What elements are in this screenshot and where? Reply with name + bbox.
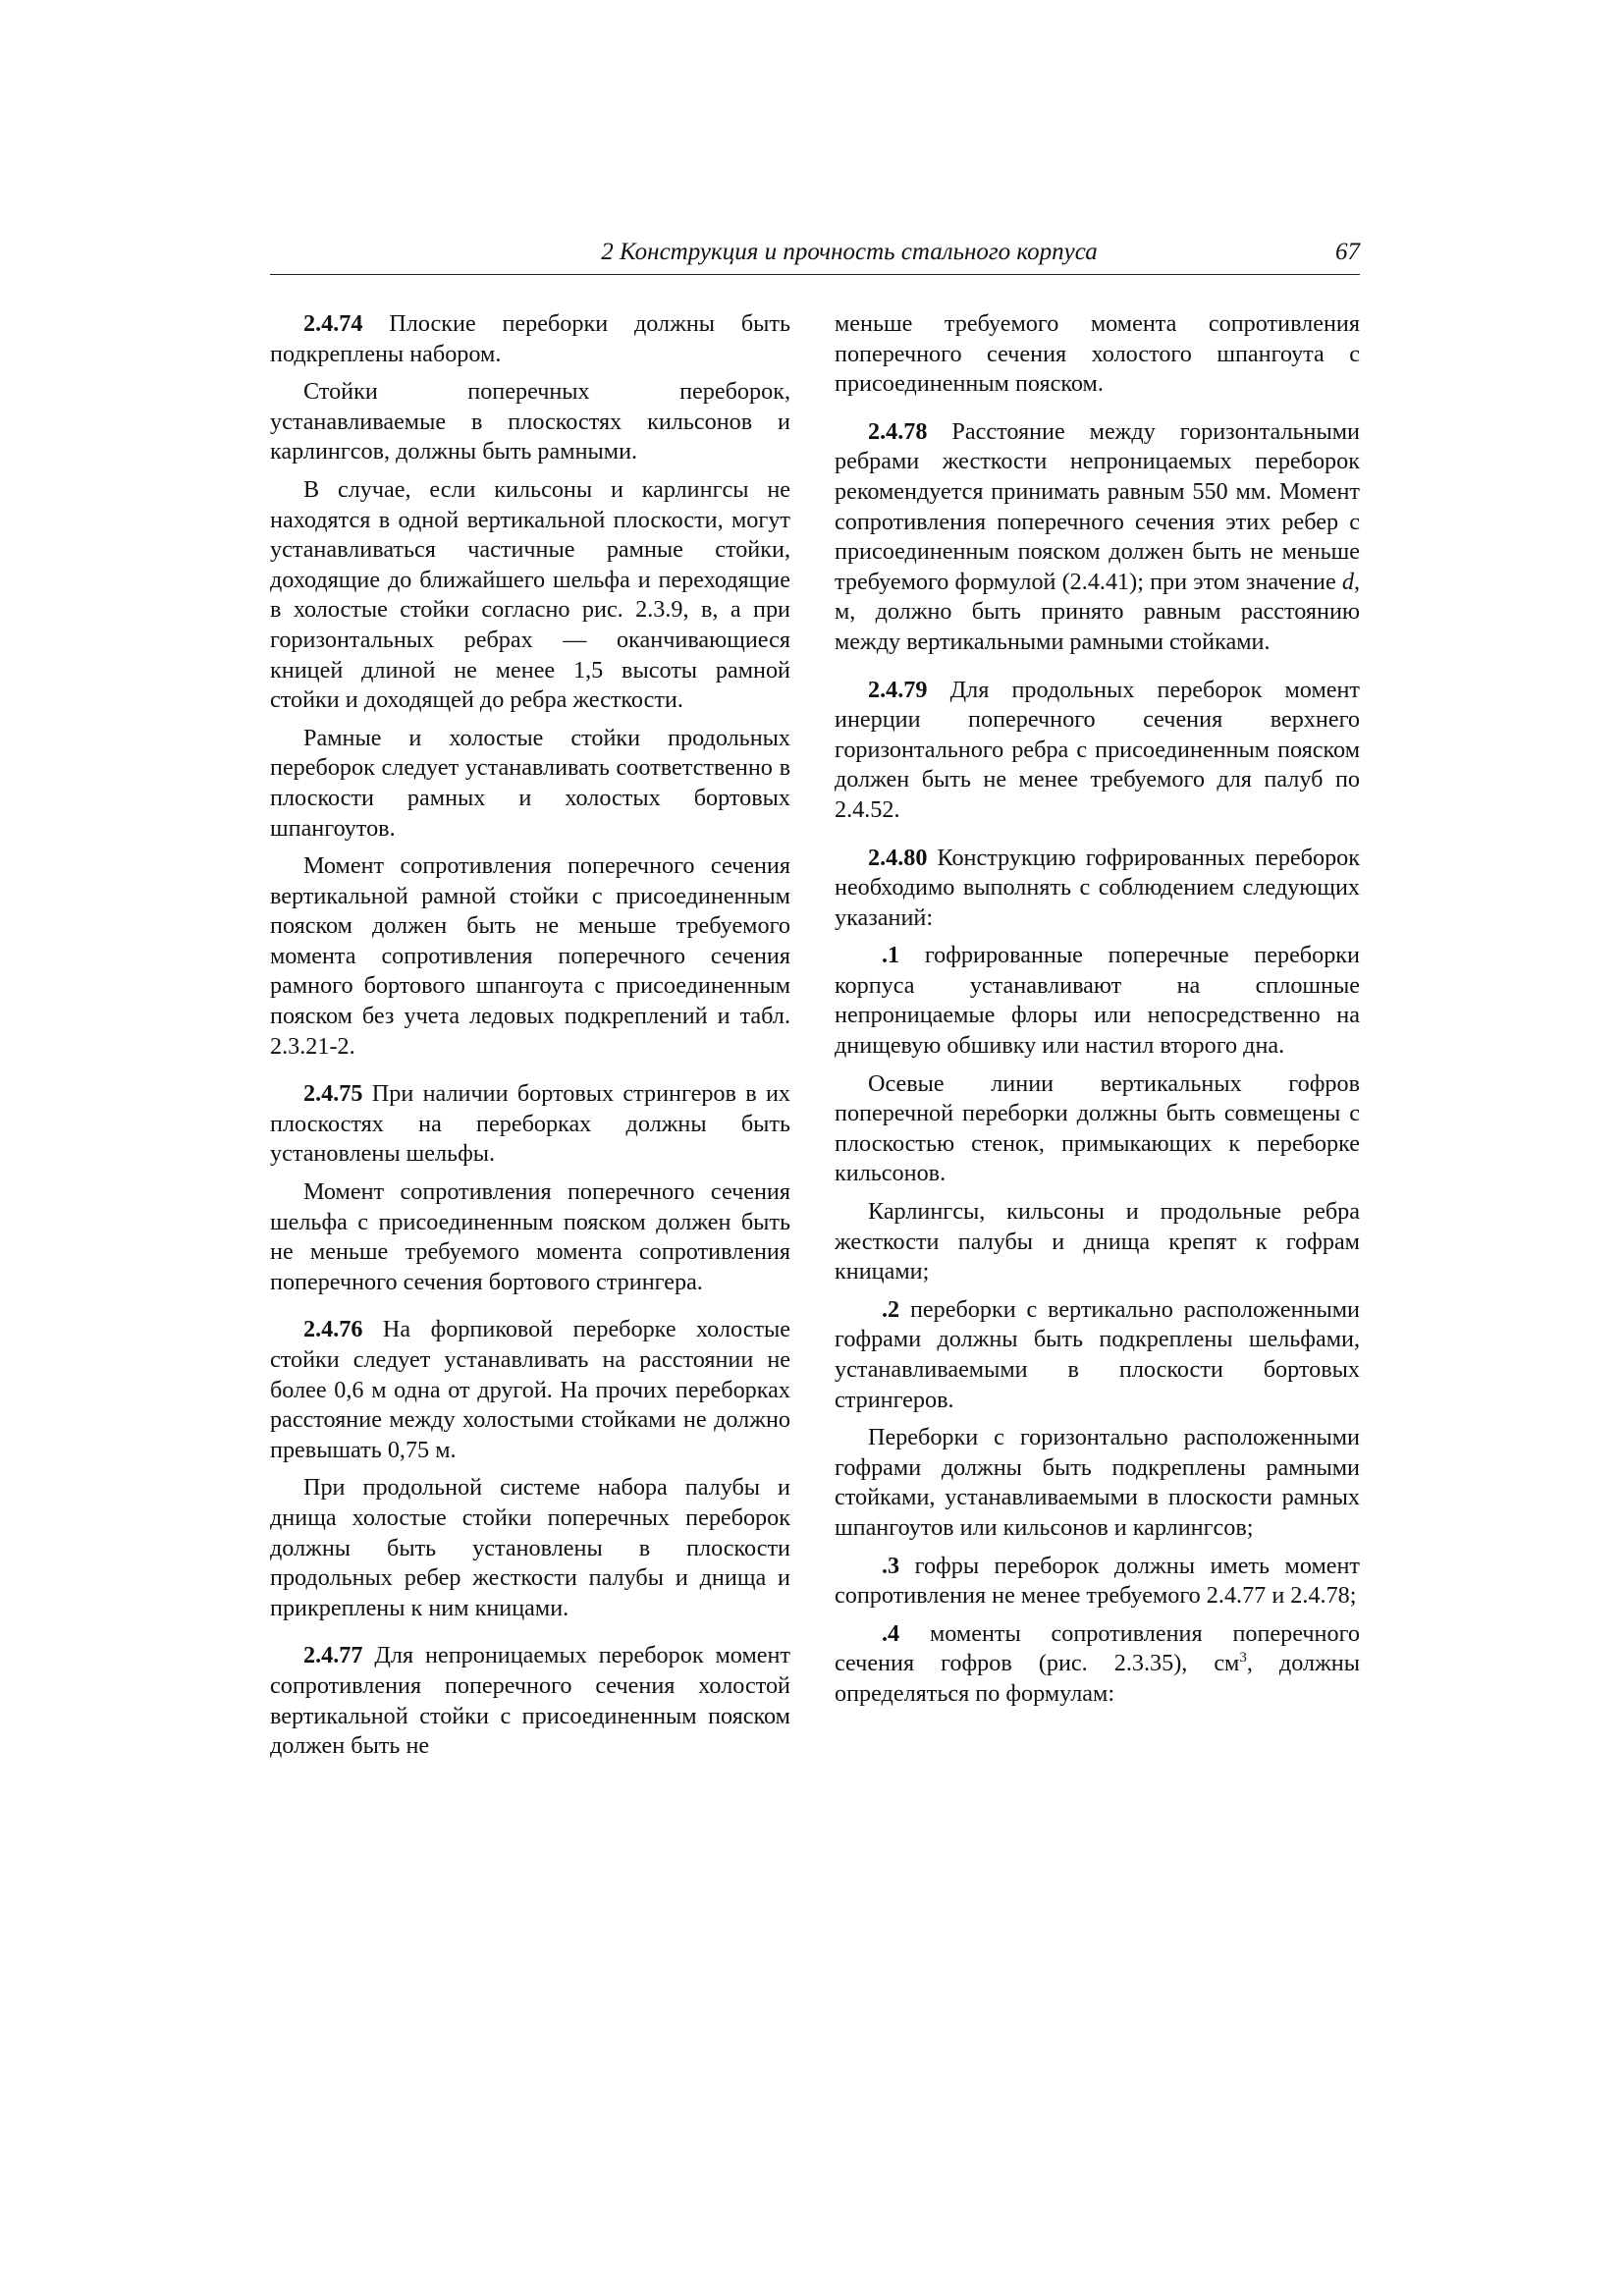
paragraph-text: Для непроницаемых переборок момент сопротивления поперечного сечения холостой вертикальной стойки с присоединенным пояском должен быть не [270,1642,790,1760]
variable: d [1341,568,1354,595]
paragraph-text: Плоские переборки должны быть подкреплены набором. [270,310,790,367]
item-number: .4 [882,1619,900,1647]
paragraph: Момент сопротивления поперечного сечения вертикальной рамной стойки с присоединенным пояском должен быть не меньше требуемого момента сопротивления поперечного сечения рамного бортового шпангоута с присоединенным пояском без учета ледовых подкреплений и табл. 2.3.21-2. [270,852,790,1060]
paragraph: В случае, если кильсоны и карлингсы не находятся в одной вертикальной плоскости, могут устанавливаться частичные рамные стойки, доходящие до ближайшего шельфа и переходящие в холостые стойки согласно рис. 2.3.9, в, а при горизонтальных ребрах — оканчивающиеся кницей длиной не менее 1,5 высоты рамной стойки и доходящей до ребра жесткости. [270,475,790,714]
paragraph-2-4-79 [835,676,1360,826]
item-text-tail: , должны определяться по формулам: [835,1650,1360,1707]
paragraph-2-4-77 [270,1641,790,1761]
paragraph-text: Конструкцию гофрированных переборок необходимо выполнять с соблюдением следующих указаний: [835,844,1361,931]
list-item-3 [835,1552,1360,1612]
list-item-4 [835,1619,1360,1710]
paragraph: При продольной системе набора палубы и днища холостые стойки поперечных переборок должны быть установлены в плоскости продольных ребер жесткости палубы и днища и прикреплены к ним кницами. [270,1474,790,1621]
clause-number: 2.4.78 [868,417,928,445]
list-item-1 [835,941,1360,1061]
left-column [270,309,790,1770]
paragraph: Момент сопротивления поперечного сечения шельфа с присоединенным пояском должен быть не меньше требуемого момента сопротивления поперечного сечения бортового стрингера. [270,1178,790,1295]
paragraph: Карлингсы, кильсоны и продольные ребра жесткости палубы и днища крепят к гофрам кницами; [835,1198,1360,1285]
clause-number: 2.4.77 [303,1642,363,1669]
item-text: гофры переборок должны иметь момент сопротивления не менее требуемого 2.4.77 и 2.4.78; [835,1552,1361,1610]
superscript: 3 [1239,1650,1247,1667]
paragraph-2-4-76 [270,1315,790,1465]
paragraph-2-4-78 [835,417,1360,658]
page-number: 67 [1335,239,1360,265]
paragraph-text: При наличии бортовых стрингеров в их плоскостях на переборках должны быть установлены шельфы. [270,1080,790,1168]
item-text: гофрированные поперечные переборки корпуса устанавливают на сплошные непроницаемые флоры или непосредственно на днищевую обшивку или настил второго дна. [835,942,1360,1060]
paragraph-text: , м, должно быть принято равным расстоянию между вертикальными рамными стойками. [835,568,1361,655]
item-text: моменты сопротивления поперечного сечения гофров (рис. 2.3.35), см [835,1619,1360,1677]
paragraph-2-4-80 [835,844,1360,934]
paragraph: Рамные и холостые стойки продольных переборок следует устанавливать соответственно в плоскости рамных и холостых бортовых шпангоутов. [270,724,790,842]
list-item-2 [835,1295,1360,1415]
item-number: .2 [882,1295,900,1323]
clause-number: 2.4.75 [303,1080,363,1108]
right-column [835,309,1360,1718]
paragraph-2-4-74 [270,309,790,369]
paragraph: Стойки поперечных переборок, устанавливаемые в плоскостях кильсонов и карлингсов, должны быть рамными. [270,378,790,465]
paragraph-text: На форпиковой переборке холостые стойки следует устанавливать на расстоянии не более 0,6 м одна от другой. На прочих переборках расстояние между холостыми стойками не должно превышать 0,75 м. [270,1316,790,1463]
clause-number: 2.4.76 [303,1316,363,1343]
paragraph-2-4-75 [270,1079,790,1170]
clause-number: 2.4.80 [868,844,928,871]
clause-number: 2.4.74 [303,310,363,337]
paragraph: Переборки с горизонтально расположенными гофрами должны быть подкреплены рамными стойками, устанавливаемыми в плоскости рамных шпангоутов или кильсонов и карлингсов; [835,1424,1360,1541]
paragraph-continuation: меньше требуемого момента сопротивления поперечного сечения холостого шпангоута с присоединенным пояском. [835,310,1360,398]
item-text: переборки с вертикально расположенными гофрами должны быть подкреплены шельфами, устанавливаемыми в плоскости бортовых стрингеров. [835,1295,1361,1413]
paragraph: Осевые линии вертикальных гофров поперечной переборки должны быть совмещены с плоскостью стенок, примыкающих к переборке кильсонов. [835,1069,1360,1187]
item-number: .1 [882,942,900,969]
clause-number: 2.4.79 [868,676,928,703]
item-number: .3 [882,1552,900,1579]
paragraph-text: Расстояние между горизонтальными ребрами жесткости непроницаемых переборок рекомендуется принимать равным 550 мм. Момент сопротивления поперечного сечения этих ребер с присоединенным пояском должен быть не меньше требуемого формулой (2.4.41); при этом значение [835,417,1360,595]
paragraph-text: Для продольных переборок момент инерции поперечного сечения верхнего горизонтального ребра с присоединенным пояском должен быть не менее требуемого для палуб по 2.4.52. [835,676,1361,823]
page-header [270,239,1360,275]
running-title: 2 Конструкция и прочность стального корпуса [601,239,1098,265]
